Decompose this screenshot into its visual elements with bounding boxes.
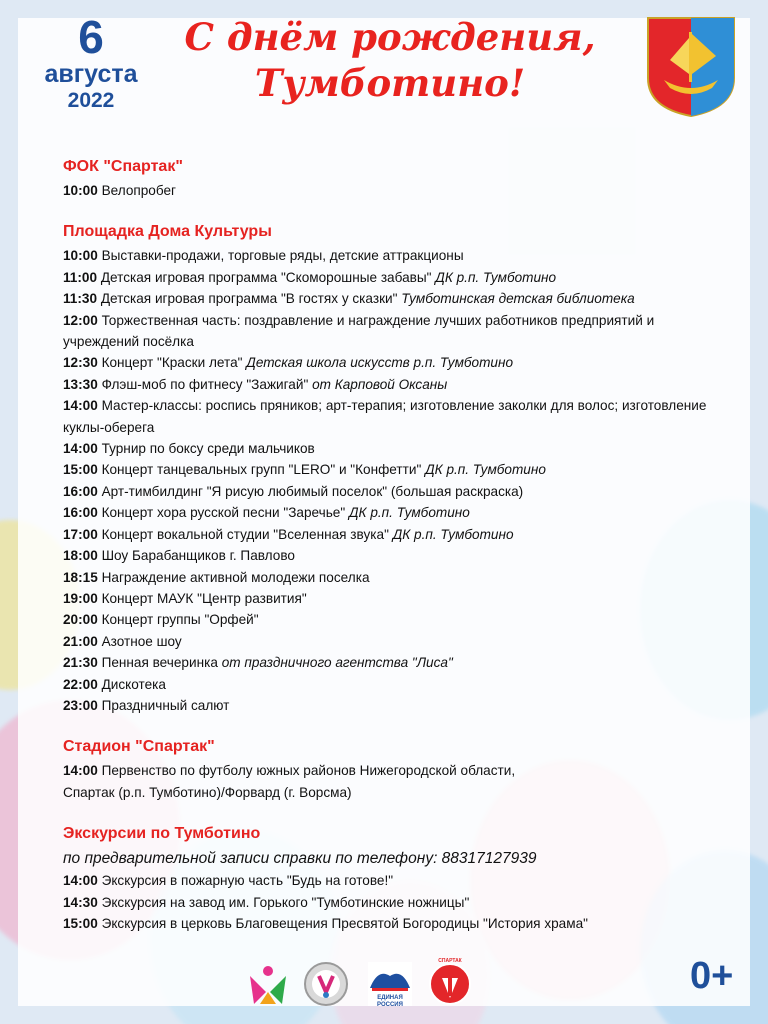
row-time: 10:00 — [63, 183, 98, 198]
row-organizer: от праздничного агентства "Лиса" — [221, 655, 453, 671]
row-organizer: ДК р.п. Тумботино — [425, 462, 546, 478]
excursion-note: по предварительной записи справки по телефону: 88317127939 — [63, 850, 537, 868]
section-title: Площадка Дома Культуры — [63, 223, 272, 241]
title-line-1: С днём рождения, — [184, 15, 596, 59]
spartak-club-logo-icon — [428, 962, 472, 1006]
row-text: Пенная вечеринка — [101, 655, 218, 671]
schedule-row — [63, 267, 733, 288]
row-time: 12:30 — [63, 355, 98, 371]
row-organizer: ДК р.п. Тумботино — [392, 526, 514, 542]
row-time: 14:00 — [63, 763, 98, 779]
section-fok-spartak — [63, 156, 733, 201]
schedule-row — [63, 760, 733, 781]
sponsor-logos — [246, 958, 462, 1008]
schedule-row — [63, 695, 733, 716]
row-text: Концерт МАУК "Центр развития" — [101, 590, 307, 606]
row-text: Велопробег — [101, 183, 177, 198]
row-organizer: Детская школа искусств р.п. Тумботино — [246, 355, 514, 371]
row-text: Экскурсия на завод им. Горького "Тумботинские ножницы" — [101, 894, 470, 910]
row-text: Мастер-классы: роспись пряников; арт-терапия; изготовление заколки для волос; изготовление куклы-оберега — [63, 398, 707, 435]
date-month: августа — [44, 60, 138, 88]
row-text: Концерт хора русской песни "Заречье" — [101, 505, 346, 521]
schedule-row — [63, 567, 733, 588]
schedule-row — [63, 588, 733, 609]
title-line-2: Тумботино! — [254, 61, 526, 105]
section-culture-house — [63, 221, 733, 716]
schedule-row — [63, 674, 733, 695]
row-text: Экскурсия в пожарную часть "Будь на готове!" — [101, 873, 394, 889]
schedule-row — [63, 609, 733, 630]
row-text: Экскурсия в церковь Благовещения Пресвятой Богородицы "История храма" — [101, 915, 588, 931]
spartak-club-logo-text: СПАРТАК — [438, 958, 462, 964]
schedule-row — [63, 913, 733, 934]
library-logo-icon — [304, 962, 348, 1006]
row-text: Концерт танцевальных групп "LERO" и "Конфетти" — [101, 462, 422, 478]
section-title: Стадион "Спартак" — [63, 738, 215, 756]
row-text: Торжественная часть: поздравление и награждение лучших работников предприятий и учреждений посёлка — [63, 312, 655, 350]
schedule-row — [63, 502, 733, 523]
section-title: ФОК "Спартак" — [63, 158, 183, 175]
row-time: 21:30 — [63, 655, 98, 671]
row-text: Первенство по футболу южных районов Нижегородской области, — [101, 763, 516, 779]
schedule-row — [63, 892, 733, 913]
schedule-row — [63, 310, 733, 353]
schedule-row — [63, 652, 733, 673]
schedule-row — [63, 288, 733, 309]
row-time: 16:00 — [63, 483, 98, 499]
row-time: 14:00 — [63, 398, 98, 414]
row-text: Концерт "Краски лета" — [101, 355, 243, 371]
row-organizer: ДК р.п. Тумботино — [348, 505, 470, 521]
row-text: Арт-тимбилдинг "Я рисую любимый поселок" (большая раскраска) — [101, 483, 524, 499]
schedule-row — [63, 395, 733, 438]
row-time: 20:00 — [63, 612, 98, 628]
row-time: 18:15 — [63, 569, 98, 585]
row-text: Детская игровая программа "В гостях у сказки" — [100, 291, 398, 307]
row-time: 17:00 — [63, 526, 98, 542]
schedule-row — [63, 374, 733, 395]
row-time: 15:00 — [63, 462, 98, 478]
schedule-row — [63, 870, 733, 891]
date-year: 2022 — [67, 89, 115, 112]
schedule-row — [63, 524, 733, 545]
row-text: Дискотека — [101, 676, 166, 692]
culture-logo-icon — [246, 962, 290, 1006]
row-organizer: от Карповой Оксаны — [312, 376, 448, 392]
date-day: 6 — [78, 11, 104, 63]
row-time: 13:30 — [63, 376, 98, 392]
row-organizer: Тумботинская детская библиотека — [401, 291, 635, 307]
row-text: Турнир по боксу среди мальчиков — [101, 441, 315, 457]
schedule-row — [63, 180, 733, 201]
schedule-row — [63, 459, 733, 480]
row-text: Детская игровая программа "Скоморошные забавы" — [100, 269, 432, 285]
row-time: 14:30 — [63, 894, 98, 910]
schedule-row — [63, 545, 733, 566]
coat-of-arms-icon — [646, 16, 736, 118]
row-time: 11:00 — [63, 269, 98, 285]
schedule-row — [63, 245, 733, 266]
row-time: 11:30 — [63, 291, 98, 307]
row-time: 23:00 — [63, 697, 98, 713]
schedule-row — [63, 782, 733, 803]
row-text: Праздничный салют — [101, 697, 230, 713]
page-title — [150, 14, 630, 106]
row-text: Выставки-продажи, торговые ряды, детские аттракционы — [101, 248, 464, 264]
row-text: Шоу Барабанщиков г. Павлово — [101, 548, 295, 564]
row-time: 12:00 — [63, 312, 98, 328]
row-text: Награждение активной молодежи поселка — [101, 569, 370, 585]
row-time: 18:00 — [63, 548, 98, 564]
row-time: 19:00 — [63, 590, 98, 606]
united-russia-logo-text: ЕДИНАЯ РОССИЯ — [377, 995, 403, 1008]
section-stadium — [63, 736, 733, 803]
section-title: Экскурсии по Тумботино — [63, 825, 261, 843]
row-time: 21:00 — [63, 633, 98, 649]
age-rating: 0+ — [690, 955, 734, 997]
row-time: 22:00 — [63, 676, 98, 692]
row-text: Спартак (р.п. Тумботино)/Форвард (г. Ворсма) — [63, 784, 352, 800]
row-time: 16:00 — [63, 505, 98, 521]
schedule-row — [63, 352, 733, 373]
row-time: 15:00 — [63, 915, 98, 931]
section-excursions — [63, 823, 733, 934]
schedule-row — [63, 481, 733, 502]
schedule-row — [63, 438, 733, 459]
event-date — [26, 11, 156, 114]
row-organizer: ДК р.п. Тумботино — [435, 269, 557, 285]
row-time: 10:00 — [63, 248, 98, 264]
schedule-row — [63, 631, 733, 652]
row-time: 14:00 — [63, 873, 98, 889]
row-text: Концерт вокальной студии "Вселенная звука" — [101, 526, 389, 542]
row-text: Концерт группы "Орфей" — [101, 612, 259, 628]
row-text: Флэш-моб по фитнесу "Зажигай" — [101, 376, 309, 392]
schedule — [63, 156, 733, 954]
row-text: Азотное шоу — [101, 633, 182, 649]
row-time: 14:00 — [63, 441, 98, 457]
